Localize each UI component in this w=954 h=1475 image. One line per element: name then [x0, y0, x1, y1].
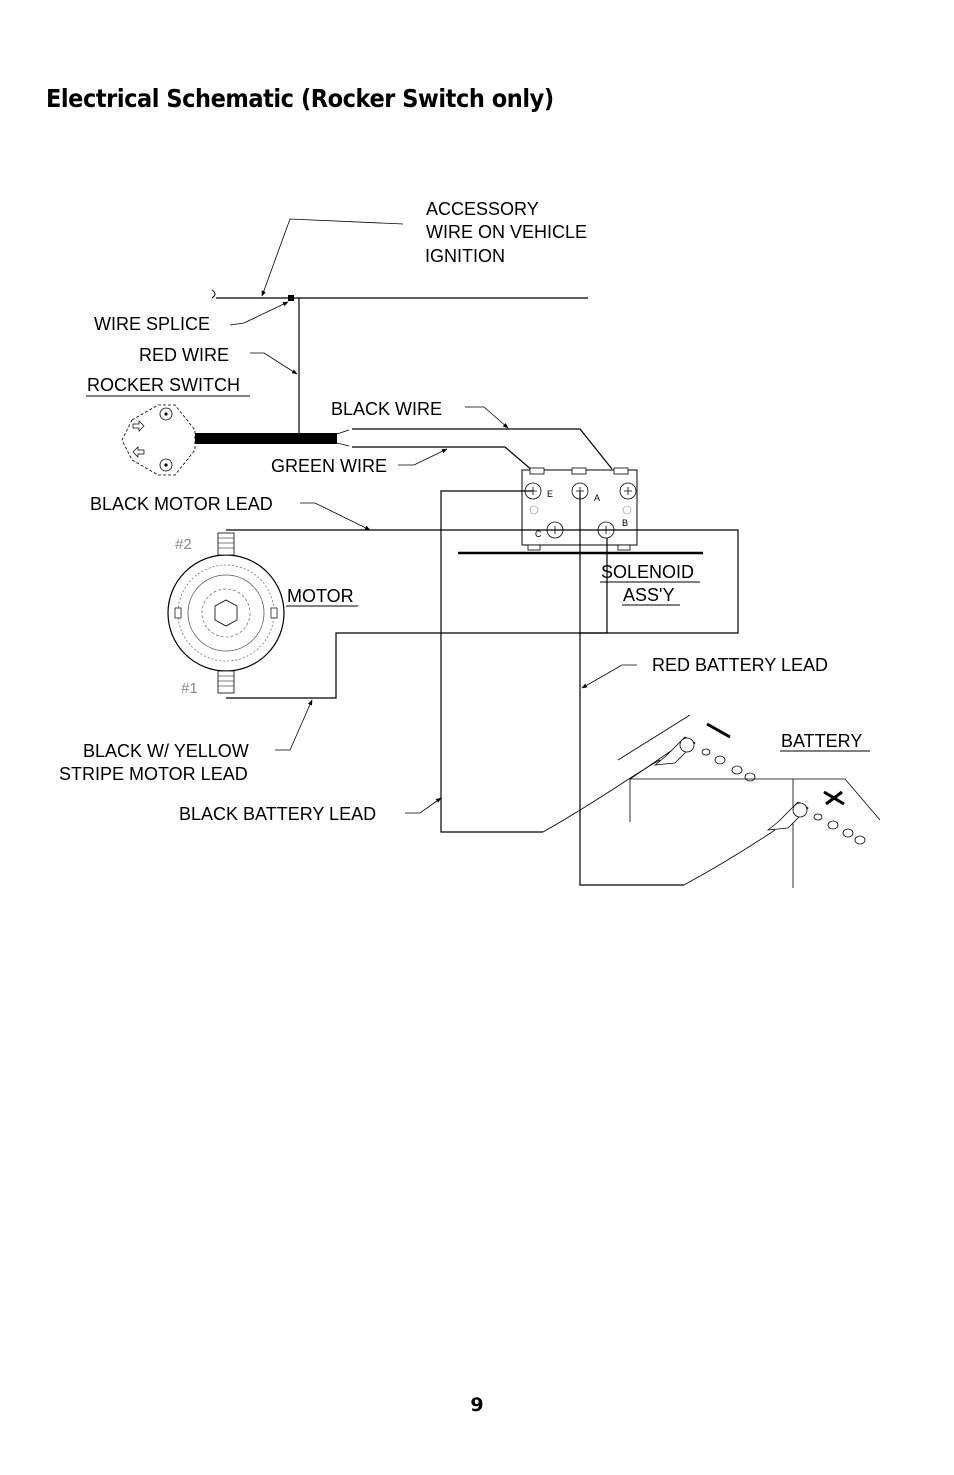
terminal-c-label: C: [535, 529, 542, 539]
green-wire-leader: [398, 449, 447, 465]
rocker-switch-label: ROCKER SWITCH: [87, 375, 240, 395]
motor: [168, 533, 284, 697]
red-battery-lead: [580, 491, 684, 885]
black-yellow-label-line2: STRIPE MOTOR LEAD: [59, 764, 248, 784]
terminal-e-label: E: [547, 489, 554, 499]
accessory-label-line1: ACCESSORY: [426, 199, 539, 219]
motor-terminal-2-label: #2: [175, 536, 192, 553]
red-wire-label: RED WIRE: [139, 345, 229, 365]
wire-splice-leader: [230, 302, 288, 325]
green-wire-label: GREEN WIRE: [271, 456, 388, 476]
solenoid-label-line1: SOLENOID: [601, 562, 695, 582]
black-battery-lead-leader: [405, 798, 441, 813]
black-wire: [352, 429, 612, 469]
battery-label: BATTERY: [781, 731, 863, 751]
red-battery-lead-label: RED BATTERY LEAD: [652, 655, 829, 675]
motor-terminal-1-label: #1: [181, 680, 198, 697]
page-number: 9: [470, 1394, 484, 1416]
page-title: Electrical Schematic (Rocker Switch only): [46, 84, 554, 113]
accessory-label-line3: IGNITION: [425, 246, 505, 266]
black-wire-label: BLACK WIRE: [331, 399, 443, 419]
accessory-label-line2: WIRE ON VEHICLE: [426, 222, 588, 242]
black-motor-lead-label: BLACK MOTOR LEAD: [90, 494, 273, 514]
red-battery-lead-leader: [582, 665, 637, 688]
black-motor-lead-leader: [300, 503, 370, 530]
red-wire-leader: [250, 353, 297, 374]
accessory-leader: [262, 219, 403, 296]
terminal-a-label: A: [594, 493, 601, 503]
terminal-b-label: B: [622, 518, 629, 528]
solenoid-label-line2: ASS'Y: [623, 585, 675, 605]
black-wire-leader: [465, 407, 508, 428]
accessory-wire: [212, 290, 588, 301]
wire-splice-label: WIRE SPLICE: [94, 314, 211, 334]
black-yellow-label-line1: BLACK W/ YELLOW: [83, 741, 249, 761]
black-yellow-leader: [275, 700, 312, 750]
motor-label: MOTOR: [287, 586, 354, 606]
black-battery-lead-label: BLACK BATTERY LEAD: [179, 804, 377, 824]
